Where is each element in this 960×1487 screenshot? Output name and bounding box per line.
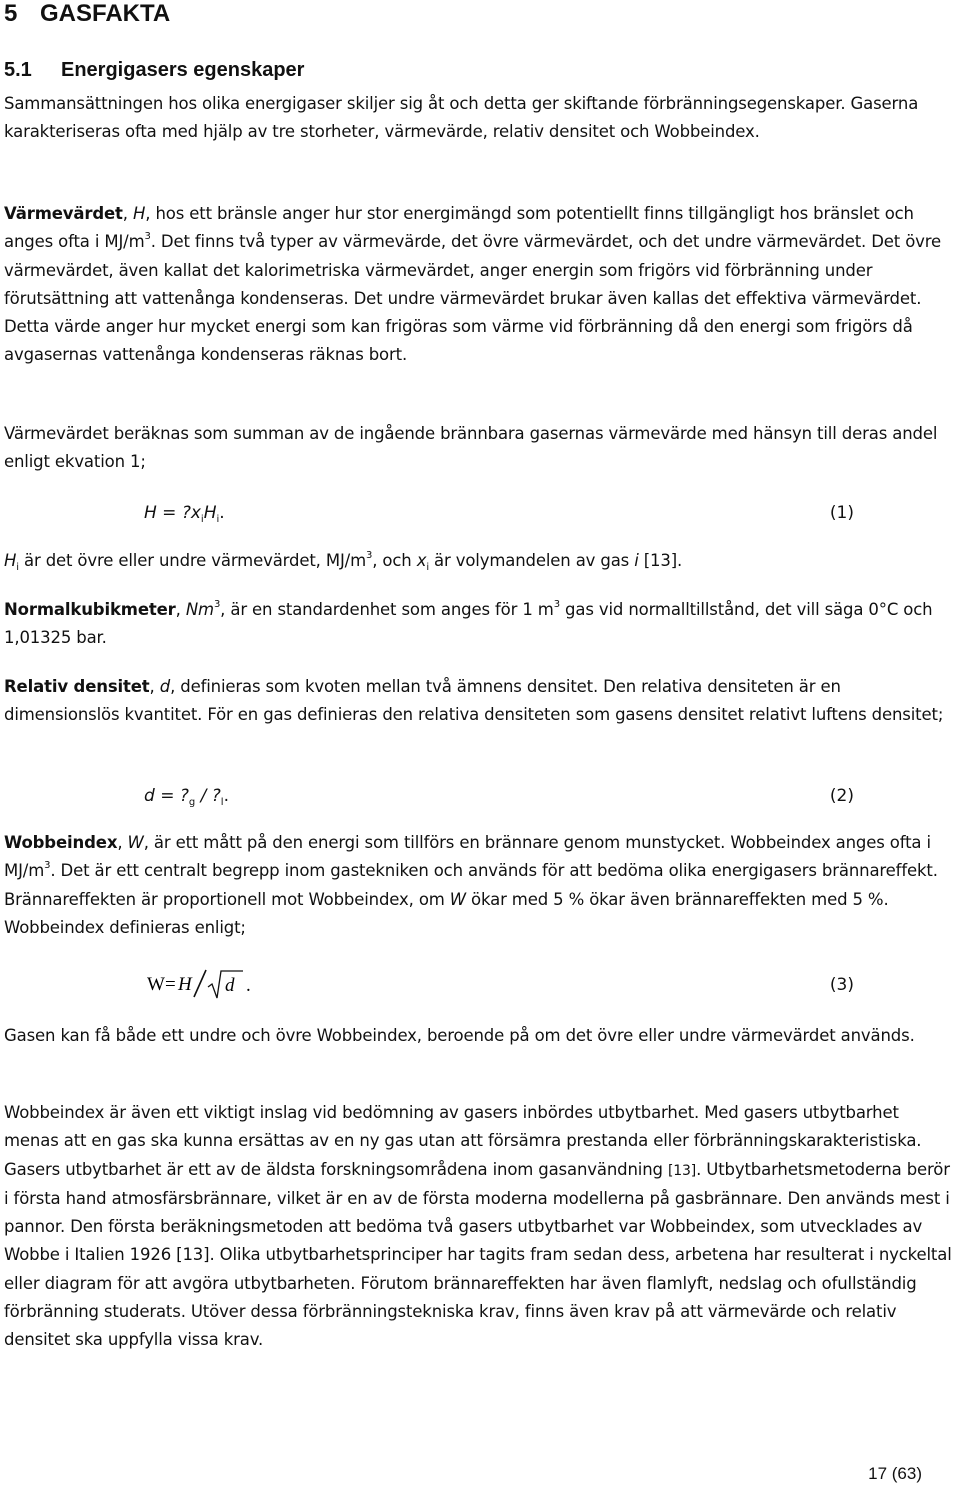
wobbe-text1: , är ett mått på den energi som tillförs en brännare genom munstycket. Wobbeindex anges ofta i MJ/m <box>4 833 931 881</box>
eq1-lhs: H = ? <box>144 503 191 523</box>
calc-intro-paragraph: Värmevärdet beräknas som summan av de ingående brännbara gasernas värmevärde med hänsyn till deras andel enligt ekvation 1; <box>4 424 938 472</box>
page-number: 17 (63) <box>868 1464 922 1483</box>
eq1-sub-i: i <box>200 514 204 525</box>
chapter-number: 5 <box>4 0 18 27</box>
gasen-paragraph: Gasen kan få både ett undre och övre Wobbeindex, beroende på om det övre eller undre värmevärdet används. <box>4 1026 915 1045</box>
eq1-description <box>4 547 956 575</box>
wobbe-exp: 3 <box>44 860 51 872</box>
equation-1-number: (1) <box>829 503 854 523</box>
chapter-heading <box>4 0 170 28</box>
utbytbarhet-paragraph <box>4 1099 956 1355</box>
varmevarde-text2: . Det finns två typer av värmevärde, det övre värmevärdet, och det undre värmevärdet. Det övre värmevärdet, även kallat det kalorimetriska värmevärdet, anger energin som frigörs vid förbränning under förutsättning att vattenånga kondenseras. Det undre värmevärdet brukar även kallas det effektiva värmevärdet. Detta värde anger hur mycket energi som kan frigöras som värme vid förbränning då den energi som frigörs då avgasernas vattenånga kondenseras räknas bort. <box>4 232 942 365</box>
symbol-h: H <box>133 204 146 223</box>
separator: , <box>175 600 186 619</box>
eq3-slash <box>194 970 206 997</box>
relativ-term: Relativ densitet <box>4 677 150 696</box>
wobbe-w: W <box>449 889 466 909</box>
eq3-eq: = <box>165 974 176 995</box>
separator: , <box>117 833 128 852</box>
chapter-title: GASFAKTA <box>40 0 171 27</box>
relativ-symbol: d <box>159 677 171 696</box>
equation-3-number: (3) <box>829 975 854 995</box>
separator: , <box>122 204 133 223</box>
desc-h: H <box>4 551 17 570</box>
normal-unit: Nm <box>185 600 214 619</box>
normal-term: Normalkubikmeter <box>4 600 176 619</box>
desc-h-sub: i <box>16 562 19 573</box>
normal-text2: gas vid normalltillstånd, det vill säga 0°C och 1,01325 bar. <box>4 600 933 648</box>
eq2-lhs: d = ? <box>144 786 189 806</box>
normal-exp2: 3 <box>553 599 560 610</box>
eq3-w: W <box>147 974 165 995</box>
equation-1 <box>144 503 225 523</box>
wobbeindex-paragraph <box>4 829 956 942</box>
section-title: Energigasers egenskaper <box>61 59 305 81</box>
desc-x-sub: i <box>426 562 429 573</box>
wobbe-text2: . Det är ett centralt begrepp inom gastekniken och används för att bedöma olika energigasers brännareffekt. Brännareffekten är proportionell mot Wobbeindex, om <box>4 861 938 909</box>
varmevarde-text1: , hos ett bränsle anger hur stor energimängd som potentiellt finns tillgängligt hos bränslet och anges ofta i MJ/m <box>4 204 914 252</box>
eq1-end: . <box>219 503 225 523</box>
wobbe-symbol: W <box>127 833 144 852</box>
wobbe-text3: ökar med 5 % ökar även brännareffekten med 5 %. Wobbeindex definieras enligt; <box>4 889 889 937</box>
eq1-h: H <box>203 503 217 523</box>
eq2-end: . <box>223 786 229 806</box>
section-number: 5.1 <box>4 59 32 81</box>
separator: , <box>149 677 160 696</box>
normal-exp: 3 <box>213 599 221 610</box>
desc-text2: , och <box>372 551 417 570</box>
desc-text4: [13]. <box>638 551 683 570</box>
eq1-sub-i2: i <box>216 514 220 525</box>
relativ-densitet-paragraph <box>4 673 956 730</box>
eq3-end: . <box>246 975 251 996</box>
desc-x: x <box>416 551 427 570</box>
desc-exp: 3 <box>366 550 373 561</box>
eq2-mid: / ? <box>195 786 221 806</box>
utbyt-text2: . Utbytbarhetsmetoderna berör i första hand atmosfärsbrännare, vilket är en av de första moderna modellerna på gasbrännare. Den används mest i pannor. Den första beräkningsmetoden att bedöma två gasers utbytbarhet var Wobbeindex, som utvecklades av Wobbe i Italien 1926 [13]. Olika utbytbarhetsprinciper har tagits fram sedan dess, arbetena har resulterat i nyckeltal eller diagram för att avgöra utbytbarheten. Förutom brännareffekten har även flamlyft, nedslag och ofullständig förbränning studerats. Utöver dessa förbränningstekniska krav, finns även krav på att värmevärde och relativ densitet ska uppfylla vissa krav. <box>4 1159 952 1350</box>
normalkubikmeter-paragraph <box>4 596 956 653</box>
utbyt-ref: [13] <box>667 1162 697 1179</box>
eq2-sub-g: g <box>188 797 196 808</box>
varmevarde-term: Värmevärdet <box>4 204 123 223</box>
relativ-text: , definieras som kvoten mellan två ämnens densitet. Den relativa densiteten är en dimensionslös kvantitet. För en gas definieras den relativa densiteten som gasens densitet relativt luftens densitet; <box>4 677 944 725</box>
equation-2-number: (2) <box>829 786 854 806</box>
eq3-h: H <box>178 974 192 995</box>
section-heading <box>4 58 304 82</box>
desc-i: i <box>634 551 639 570</box>
desc-text3: är volymandelen av gas <box>428 551 635 570</box>
desc-text1: är det övre eller undre värmevärdet, MJ/m <box>18 551 366 570</box>
normal-text1: , är en standardenhet som anges för 1 m <box>220 600 554 619</box>
intro-paragraph: Sammansättningen hos olika energigaser skiljer sig åt och detta ger skiftande förbränningsegenskaper. Gaserna karakteriseras ofta med hjälp av tre storheter, värmevärde, relativ densitet och Wobbeindex. <box>4 94 919 142</box>
equation-3 <box>146 966 256 1002</box>
equation-2 <box>144 786 229 806</box>
eq2-sub-l: l <box>220 797 224 808</box>
utbyt-text1: Wobbeindex är även ett viktigt inslag vid bedömning av gasers inbördes utbytbarhet. Med gasers utbytbarhet menas att en gas ska kunna ersättas av en ny gas utan att försämra prestanda eller förbränningskarakteristiska. Gasers utbytbarhet är ett av de äldsta forskningsområdena inom gasanvändning <box>4 1103 922 1179</box>
exponent: 3 <box>144 231 151 243</box>
varmevarde-paragraph <box>4 200 956 370</box>
eq1-x: x <box>190 503 201 523</box>
eq3-d: d <box>225 975 235 996</box>
wobbe-term: Wobbeindex <box>4 833 118 852</box>
